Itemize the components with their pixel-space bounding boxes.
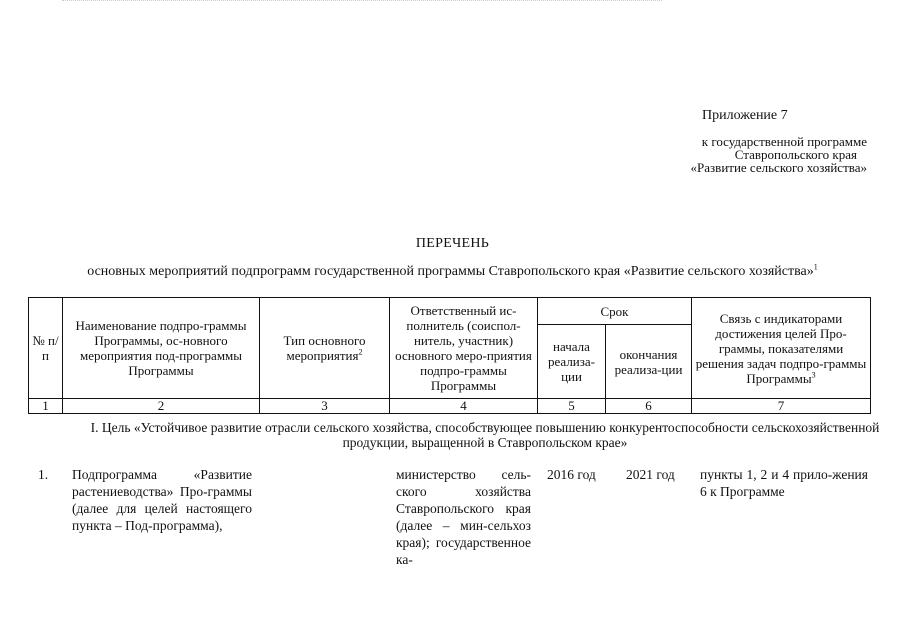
appendix-line-3: «Развитие сельского хозяйства» [690,160,867,175]
header-term-end: окончания реализа-ции [606,325,692,399]
header-link-text: Связь с индикаторами достижения целей Про-граммы, показателями решения задач подпро-граммы Программы [695,310,867,386]
header-link-footnote-mark: 3 [811,370,816,380]
header-type-text: Тип основного мероприятия [283,333,366,363]
header-term-start: начала реализа-ции [538,325,606,399]
document-subheading [0,264,905,280]
document-heading: ПЕРЕЧЕНЬ [415,236,490,251]
subheading-text: основных мероприятий подпрограмм государственной программы Ставропольского края «Развитие сельского хозяйства» [87,264,814,279]
column-number: 2 [63,399,260,414]
column-number: 6 [606,399,692,414]
row-1-executor: министерство сель-ского хозяйства Ставропольского края (далее – мин-сельхоз края); государственное ка- [396,467,531,567]
measures-table-header [28,297,871,414]
header-term: Срок [538,298,692,325]
row-1-term-end: 2021 год [626,467,675,482]
column-number: 5 [538,399,606,414]
subheading-footnote-mark: 1 [813,262,818,272]
column-number: 4 [390,399,538,414]
header-link [692,298,871,399]
row-1-name: Подпрограмма «Развитие растениеводства» Про-граммы (далее для целей настоящего пункта – Под-программа), [72,467,252,533]
row-1-term-start: 2016 год [547,467,596,482]
appendix-line-2: Ставропольского края [734,147,857,162]
header-no: № п/п [29,298,63,399]
header-type [260,298,390,399]
section-goal: I. Цель «Устойчивое развитие отрасли сельского хозяйства, способствующее повышению конкурентоспособности сельскохозяйственной продукции, выращенной в Ставропольском крае» [90,420,880,450]
column-number: 1 [29,399,63,414]
appendix-line-1: к государственной программе [701,134,867,149]
column-number: 7 [692,399,871,414]
header-type-footnote-mark: 2 [358,347,363,357]
appendix-title: Приложение 7 [702,108,788,123]
row-1-number: 1. [38,467,49,482]
row-1-indicators: пункты 1, 2 и 4 прило-жения 6 к Программе [700,467,868,499]
scan-artifact-line [62,0,662,7]
column-number: 3 [260,399,390,414]
header-name: Наименование подпро-граммы Программы, ос-новного мероприятия под-программы Программы [63,298,260,399]
header-executor: Ответственный ис-полнитель (соиспол-нитель, участник) основного меро-приятия подпро-граммы Программы [390,298,538,399]
